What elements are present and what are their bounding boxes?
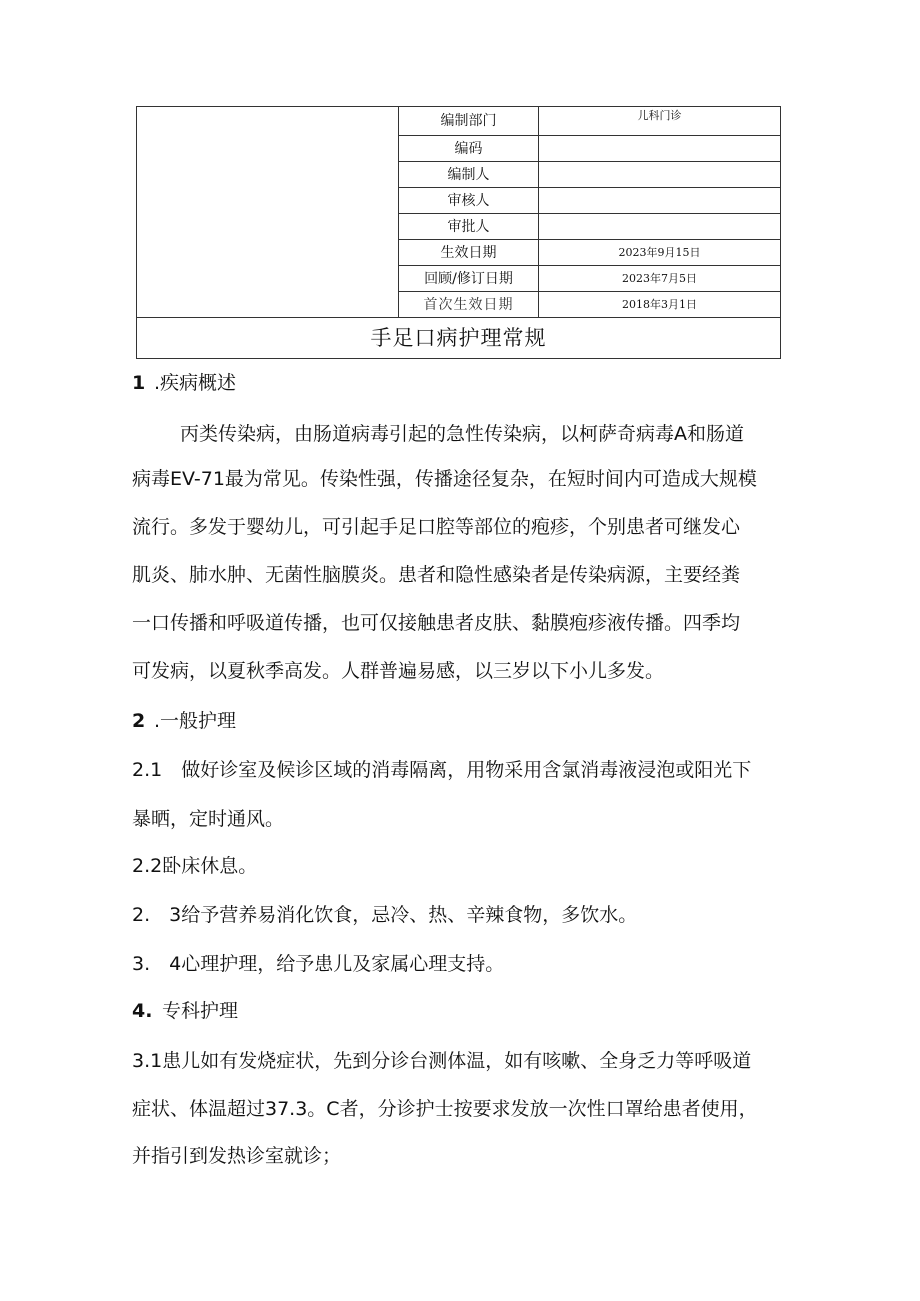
value-reviewer bbox=[539, 188, 781, 214]
section-title: .一般护理 bbox=[154, 710, 237, 732]
label-revision-date: 回顾/修订日期 bbox=[399, 266, 539, 292]
list-item: 症状、体温超过37.3。C者，分诊护士按要求发放一次性口罩给患者使用， bbox=[132, 1098, 758, 1120]
value-department: 儿科门诊 bbox=[539, 107, 781, 136]
list-item: 3. 4心理护理，给予患儿及家属心理支持。 bbox=[132, 953, 505, 975]
list-item: 2.1 做好诊室及候诊区域的消毒隔离，用物采用含氯消毒液浸泡或阳光下 bbox=[132, 759, 752, 781]
section-heading-1 bbox=[132, 374, 236, 393]
section-heading-2 bbox=[132, 712, 236, 731]
value-first-effective-date: 2018年3月1日 bbox=[539, 292, 781, 318]
section-number: 1 bbox=[132, 372, 146, 394]
section-title: 专科护理 bbox=[162, 1000, 239, 1022]
section-number: 2 bbox=[132, 710, 146, 732]
value-revision-date: 2023年7月5日 bbox=[539, 266, 781, 292]
label-department: 编制部门 bbox=[399, 107, 539, 136]
value-code bbox=[539, 136, 781, 162]
paragraph-line: 病毒EV-71最为常见。传染性强，传播途径复杂，在短时间内可造成大规模 bbox=[132, 468, 757, 490]
label-effective-date: 生效日期 bbox=[399, 240, 539, 266]
paragraph-line: 流行。多发于婴幼儿，可引起手足口腔等部位的疱疹，个别患者可继发心 bbox=[132, 516, 741, 538]
label-code: 编码 bbox=[399, 136, 539, 162]
document-header-table bbox=[136, 106, 781, 359]
logo-area bbox=[137, 107, 399, 318]
paragraph-line: 可发病，以夏秋季高发。人群普遍易感，以三岁以下小儿多发。 bbox=[132, 660, 665, 682]
paragraph-line: 丙类传染病，由肠道病毒引起的急性传染病，以柯萨奇病毒A和肠道 bbox=[180, 423, 744, 445]
list-item: 并指引到发热诊室就诊； bbox=[132, 1145, 342, 1167]
label-author: 编制人 bbox=[399, 162, 539, 188]
section-number: 4. bbox=[132, 1000, 153, 1022]
label-reviewer: 审核人 bbox=[399, 188, 539, 214]
list-item: 2.2卧床休息。 bbox=[132, 855, 258, 877]
value-approver bbox=[539, 214, 781, 240]
value-author bbox=[539, 162, 781, 188]
section-title: .疾病概述 bbox=[154, 372, 237, 394]
value-effective-date: 2023年9月15日 bbox=[539, 240, 781, 266]
paragraph-line: 肌炎、肺水肿、无菌性脑膜炎。患者和隐性感染者是传染病源，主要经粪 bbox=[132, 564, 741, 586]
list-item: 3.1患儿如有发烧症状，先到分诊台测体温，如有咳嗽、全身乏力等呼吸道 bbox=[132, 1050, 752, 1072]
label-approver: 审批人 bbox=[399, 214, 539, 240]
document-title: 手足口病护理常规 bbox=[137, 318, 781, 359]
label-first-effective-date: 首次生效日期 bbox=[399, 292, 539, 318]
paragraph-line: 一口传播和呼吸道传播，也可仅接触患者皮肤、黏膜疱疹液传播。四季均 bbox=[132, 612, 741, 634]
list-item: 暴晒，定时通风。 bbox=[132, 808, 285, 830]
section-heading-3 bbox=[132, 1002, 238, 1021]
list-item: 2. 3给予营养易消化饮食，忌冷、热、辛辣食物，多饮水。 bbox=[132, 904, 638, 926]
